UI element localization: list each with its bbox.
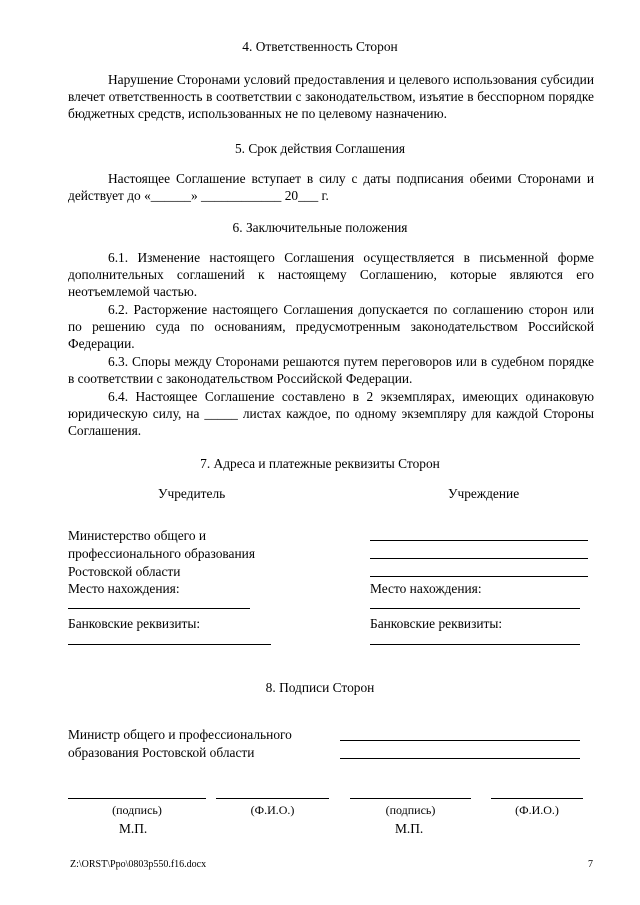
founder-name-line-1: Министерство общего и — [68, 528, 207, 543]
clause-6-1: 6.1. Изменение настоящего Соглашения осуществляется в письменной форме дополнительных соглашений к настоящему Соглашению, которые являются его неотъемлемой частью. — [68, 250, 594, 299]
founder-location-label: Место нахождения: — [68, 581, 180, 596]
founder-name-line-3: Ростовской области — [68, 564, 181, 579]
institution-location-line — [370, 608, 580, 609]
founder-location-line — [68, 608, 250, 609]
founder-bank-label: Банковские реквизиты: — [68, 616, 201, 631]
section-6-heading: 6. Заключительные положения — [232, 220, 408, 235]
clause-6-3: 6.3. Споры между Сторонами решаются путем переговоров или в судебном порядке в соответствии с законодательством Российской Федерации. — [68, 354, 594, 386]
founder-signature-caption: (подпись) — [112, 803, 162, 817]
minister-title-line-2: образования Ростовской области — [68, 745, 255, 760]
section-7-heading: 7. Адреса и платежные реквизиты Сторон — [200, 456, 440, 471]
institution-name-line-2 — [370, 558, 588, 559]
institution-label: Учреждение — [448, 486, 520, 501]
institution-fio-line — [491, 798, 583, 799]
institution-stamp-label: М.П. — [395, 821, 424, 836]
minister-title-line-1: Министр общего и профессионального — [68, 727, 292, 742]
section-5-paragraph: Настоящее Соглашение вступает в силу с даты подписания обеими Сторонами и действует до «______» ____________ 20___ г. — [68, 171, 594, 203]
clause-6-4: 6.4. Настоящее Соглашение составлено в 2 экземплярах, имеющих одинаковую юридическую силу, на _____ листах каждое, по одному экземпляру для каждой Стороны Соглашения. — [68, 389, 594, 438]
institution-signature-caption: (подпись) — [385, 803, 436, 817]
institution-bank-line — [370, 644, 580, 645]
section-8-heading: 8. Подписи Сторон — [265, 680, 375, 695]
institution-name-line-3 — [370, 576, 588, 577]
minister-name-line-1 — [340, 740, 580, 741]
footer-file-path: Z:\ORST\Ppo\0803p550.f16.docx — [70, 859, 207, 870]
founder-fio-caption: (Ф.И.О.) — [250, 803, 295, 817]
section-5-heading: 5. Срок действия Соглашения — [234, 141, 406, 156]
clause-6-2: 6.2. Расторжение настоящего Соглашения допускается по соглашению сторон или по решению суда по основаниям, предусмотренным законодательством Российской Федерации. — [68, 302, 594, 351]
minister-name-line-2 — [340, 758, 580, 759]
section-4-heading: 4. Ответственность Сторон — [242, 39, 398, 54]
founder-label: Учредитель — [158, 486, 226, 501]
founder-bank-line — [68, 644, 271, 645]
founder-fio-line — [216, 798, 329, 799]
institution-fio-caption: (Ф.И.О.) — [515, 803, 559, 817]
founder-signature-line — [68, 798, 206, 799]
section-4-paragraph: Нарушение Сторонами условий предоставления и целевого использования субсидии влечет ответственность в соответствии с законодательством, изъятие в бесспорном порядке бюджетных средств, использованных не по целевому назначению. — [68, 72, 594, 121]
page-number: 7 — [588, 859, 593, 870]
institution-name-line-1 — [370, 540, 588, 541]
institution-signature-line — [350, 798, 471, 799]
institution-bank-label: Банковские реквизиты: — [370, 616, 503, 631]
founder-name-line-2: профессионального образования — [68, 546, 255, 561]
founder-stamp-label: М.П. — [119, 821, 148, 836]
institution-location-label: Место нахождения: — [370, 581, 482, 596]
